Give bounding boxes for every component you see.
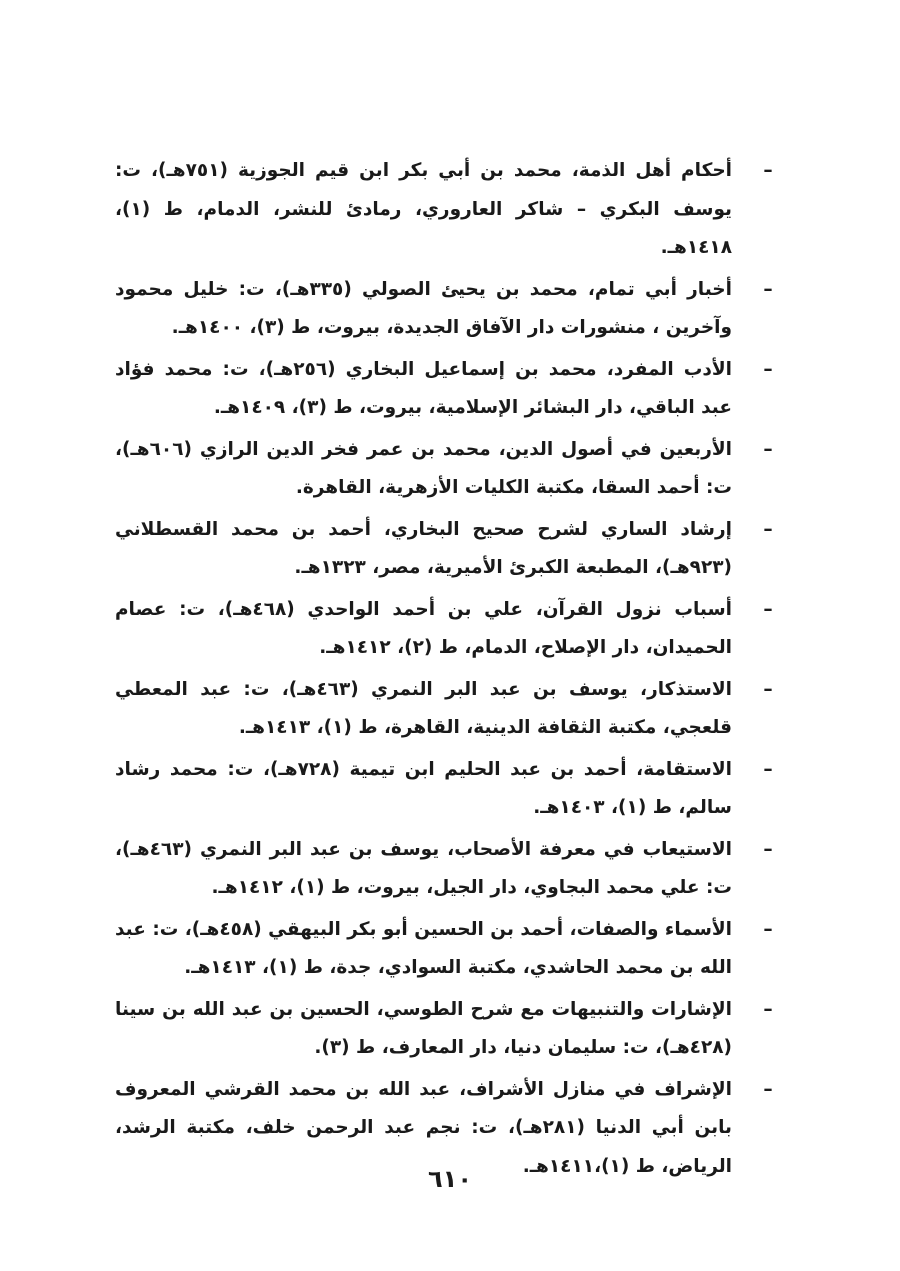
entry-text: الاستيعاب في معرفة الأصحاب، يوسف بن عبد البر النمري (٤٦٣هـ)، ت: علي محمد البجاوي، دار الجيل، بيروت، ط (١)، ١٤١٢هـ. [115, 838, 732, 898]
entry-dash: – [763, 598, 773, 620]
entry-dash: – [763, 998, 773, 1020]
entry-dash: – [763, 160, 773, 181]
bibliography-entry [115, 351, 780, 428]
bibliography-entry [115, 751, 780, 828]
bibliography-entry [115, 271, 780, 348]
bibliography-entry [115, 431, 780, 508]
entry-dash: – [763, 918, 773, 940]
entry-text: الإشراف في منازل الأشراف، عبد الله بن محمد القرشي المعروف بابن أبي الدنيا (٢٨١هـ)، ت: نجم عبد الرحمن خلف، مكتبة الرشد، الرياض، ط (١)،١٤١١هـ. [115, 1078, 732, 1177]
entry-dash: – [763, 758, 773, 780]
entry-dash: – [763, 678, 773, 700]
entry-dash: – [763, 838, 773, 860]
entry-text: الأسماء والصفات، أحمد بن الحسين أبو بكر البيهقي (٤٥٨هـ)، ت: عبد الله بن محمد الحاشدي، مكتبة السوادي، جدة، ط (١)، ١٤١٣هـ. [115, 918, 732, 978]
bibliography-entry [115, 911, 780, 988]
entry-dash: – [763, 438, 773, 460]
bibliography-entry [115, 991, 780, 1068]
entry-text: أحكام أهل الذمة، محمد بن أبي بكر ابن قيم الجوزية (٧٥١هـ)، ت: يوسف البكري – شاكر العاروري، رمادئ للنشر، الدمام، ط (١)، ١٤١٨هـ. [115, 160, 733, 258]
bibliography-list [115, 152, 780, 1189]
entry-dash: – [763, 358, 773, 380]
entry-text: الاستقامة، أحمد بن عبد الحليم ابن تيمية (٧٢٨هـ)، ت: محمد رشاد سالم، ط (١)، ١٤٠٣هـ. [115, 758, 732, 818]
bibliography-entry [115, 671, 780, 748]
entry-text: أسباب نزول القرآن، علي بن أحمد الواحدي (٤٦٨هـ)، ت: عصام الحميدان، دار الإصلاح، الدمام، ط (٢)، ١٤١٢هـ. [115, 598, 733, 658]
bibliography-entry [115, 831, 780, 908]
entry-dash: – [763, 278, 773, 300]
entry-text: إرشاد الساري لشرح صحيح البخاري، أحمد بن محمد القسطلاني (٩٢٣هـ)، المطبعة الكبرئ الأميرية، مصر، ١٣٢٣هـ. [115, 518, 732, 578]
bibliography-entry [115, 511, 780, 588]
bibliography-entry [115, 591, 780, 668]
entry-text: أخبار أبي تمام، محمد بن يحيئ الصولي (٣٣٥هـ)، ت: خليل محمود وآخرين ، منشورات دار الآفاق الجديدة، بيروت، ط (٣)، ١٤٠٠هـ. [115, 278, 732, 338]
entry-text: الاستذكار، يوسف بن عبد البر النمري (٤٦٣هـ)، ت: عبد المعطي قلعجي، مكتبة الثقافة الدينية، القاهرة، ط (١)، ١٤١٣هـ. [115, 678, 732, 738]
page-number: ٦١٠ [428, 1165, 472, 1193]
entry-dash: – [763, 518, 773, 540]
entry-dash: – [763, 1078, 773, 1100]
entry-text: الأدب المفرد، محمد بن إسماعيل البخاري (٢٥٦هـ)، ت: محمد فؤاد عبد الباقي، دار البشائر الإسلامية، بيروت، ط (٣)، ١٤٠٩هـ. [115, 358, 732, 418]
bibliography-entry [115, 152, 780, 268]
entry-text: الأربعين في أصول الدين، محمد بن عمر فخر الدين الرازي (٦٠٦هـ)، ت: أحمد السقا، مكتبة الكليات الأزهرية، القاهرة. [115, 438, 732, 498]
entry-text: الإشارات والتنبيهات مع شرح الطوسي، الحسين بن عبد الله بن سينا (٤٢٨هـ)، ت: سليمان دنيا، دار المعارف، ط (٣). [115, 998, 732, 1058]
